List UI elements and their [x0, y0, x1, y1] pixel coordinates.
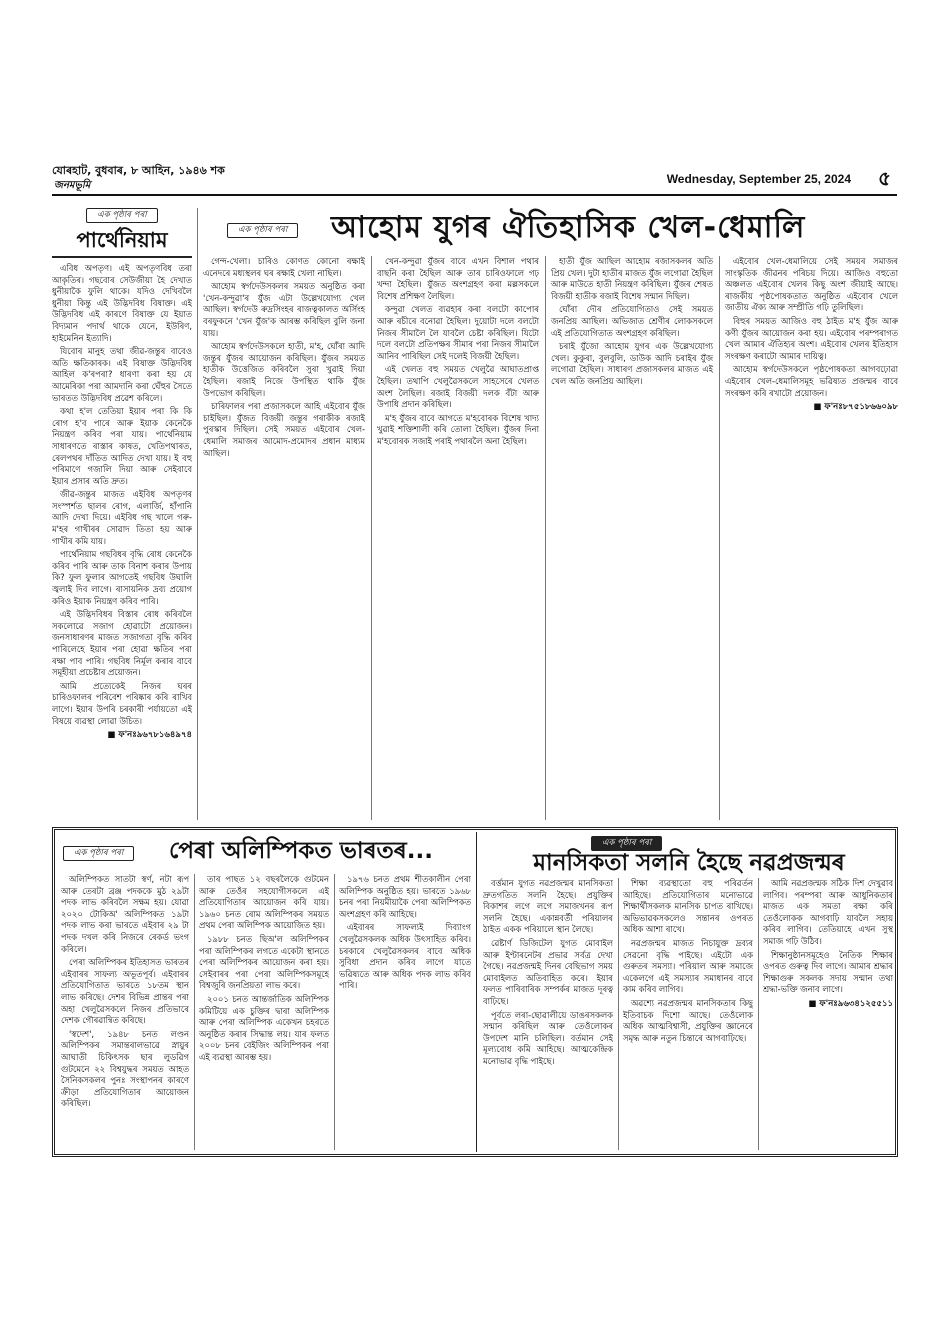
section-divider — [476, 832, 477, 1152]
paragraph: অলিম্পিকত সাতটা স্বৰ্ণ, নটা ৰূপ আৰু তেৰটা ব্ৰঞ্জ পদককে মুঠ ২৯টা পদক লাভ কৰিবলৈ সক্ষম হয়। যোৱা ২০২০ টোকিঅ' অলিম্পিকত ১৯টা পদক লাভ কৰা ভাৰতে এইবাৰ ২৯ টা পদক দখল কৰি নিজৰে ৰেকৰ্ড ভংগ কৰিলে। — [61, 874, 189, 954]
paragraph: শিক্ষানুষ্ঠানসমূহেও নৈতিক শিক্ষাৰ ওপৰত গুৰুত্ব দিব লাগে। আমাৰ শ্ৰদ্ধাৰ শিক্ষাগুৰু সকলক সদায় সন্মান তথা শ্ৰদ্ধা-ভক্তি জনাব লাগে। — [763, 949, 893, 995]
paragraph: আমি নৱপ্ৰজন্মক সঠিক দিশ দেখুৱাব লাগিব। পৰম্পৰা আৰু আধুনিকতাৰ মাজত এক সমতা ৰক্ষা কৰি তেওঁলোকক আগবাঢ়ি যাবলৈ সহায় কৰিব লাগিব। তেতিয়াহে এখন সুস্থ সমাজ গঢ়ি উঠিব। — [763, 878, 893, 946]
column-divider — [618, 878, 619, 1150]
bottom-left-head — [59, 834, 473, 870]
bottom-right-column-3 — [763, 878, 893, 1150]
paragraph: বৰ্ত্তমান যুগত নৱপ্ৰজন্মৰ মানসিকতা দ্ৰুতগতিত সলনি হৈছে। প্ৰযুক্তিৰ বিকাশৰ লগে লগে সমাজখনৰ ৰূপ সলনি হৈছে। একান্নবৰ্তী পৰিয়ালৰ ঠাইত একক পৰিয়ালে স্থান লৈছে। — [483, 878, 613, 935]
left-article-contact: ■ ফ'নঃ৯৬৭৮১৬৪৯৭৪ — [107, 730, 192, 741]
continued-tag: এক পৃষ্ঠাৰ পৰা — [227, 223, 298, 238]
paragraph: ১৯৭৬ চনত প্ৰথম শীতকালীন পেৰা অলিম্পিক অনুষ্ঠিত হয়। ভাৰতে ১৯৬৮ চনৰ পৰা নিয়মীয়াকৈ পেৰা অলিম্পিকত অংশগ্ৰহণ কৰি আহিছে। — [339, 874, 471, 919]
newspaper-logo: জনমভূমি — [54, 180, 91, 191]
paragraph: অৱশ্যে নৱপ্ৰজন্মৰ মানসিকতাৰ কিছু ইতিবাচক দিশো আছে। তেওঁলোক অধিক আত্মবিশ্বাসী, প্ৰযুক্তিৰ জ্ঞানেৰে সমৃদ্ধ আৰু নতুন চিন্তাৰে আগবাঢ়িছে। — [623, 997, 753, 1043]
paragraph: কন্দুৱা খেলত ব্যৱহাৰ কৰা বলটো কাপোৰ আৰু ৰচীৰে বনোৱা হৈছিল। দুয়োটা দলে বলটো নিজৰ সীমালৈ লৈ যাবলৈ চেষ্টা কৰিছিল। যিটো দলে বলটো প্ৰতিপক্ষৰ সীমাৰ পৰা নিজৰ সীমালৈ আনিব পাৰিছিল সেই দলেই বিজয়ী হৈছিল। — [377, 304, 539, 361]
paragraph: পেৰা অলিম্পিকৰ ইতিহাসত ভাৰতৰ এইবাৰৰ সাফল্য অভূতপূৰ্ব। এইবাৰৰ প্ৰতিযোগিতাত ভাৰতে ১৮তম স্থান লাভ কৰিছে। দেশৰ বিভিন্ন প্ৰান্তৰ পৰা অহা খেলুৱৈসকলে নিজৰ প্ৰতিভাৰে দেশক গৌৰৱান্বিত কৰিছে। — [61, 957, 189, 1026]
paragraph: চাৰিফালৰ পৰা প্ৰজাসকলে আহি এইবোৰ যুঁজ চাইছিল। যুঁজত বিজয়ী জন্তুৰ গৰাকীক ৰজাই পুৰস্কাৰ দিছিল। সেই সময়ত এইবোৰ খেল-ধেমালি সমাজৰ আমোদ-প্ৰমোদৰ প্ৰধান মাধ্যম আছিল। — [203, 401, 365, 458]
main-article-contact: ■ ফ'নঃ৮৭৫১৮৬৬০৯৮ — [813, 402, 898, 413]
main-article-column-4 — [725, 256, 898, 820]
column-divider — [545, 256, 546, 820]
paragraph: 'স্বদেশ', ১৯৪৮ চনত লণ্ডন অলিম্পিকৰ সমান্তৰালভাৱে স্নায়ুৰ আঘাতী চিকিৎসক ছাৰ লুডৱিগ গুটমেনে ২২ বিশ্বযুদ্ধৰ সময়ত আহত সৈনিকসকলৰ পুনঃ সংস্থাপনৰ কাৰণে ক্ৰীড়া প্ৰতিযোগিতাৰ আয়োজন কৰিছিল। — [61, 1028, 189, 1109]
paragraph: আহোম স্বৰ্গদেউসকলে পৃষ্ঠপোষকতা আগবঢ়োৱা এইবোৰ খেল-ধেমালিসমূহ ভৱিষ্যত প্ৰজন্মৰ বাবে সংৰক্ষণ কৰি ৰখাটো প্ৰয়োজন। — [725, 364, 898, 398]
paragraph: জীৱ-জন্তুৰ মাজত এইবিধ অপতৃণৰ সংস্পৰ্শত ছালৰ ৰোগ, এলাৰ্জি, হাঁপানি আদি দেখা দিয়ে। এইবিধ গছ খালে গৰু-ম'হৰ গাখীৰৰ সোৱাদ তিতা হয় আৰু গাখীৰ কমি যায়। — [52, 489, 192, 546]
column-divider — [197, 208, 198, 820]
paragraph: বিহুৰ সময়ত আজিও বহু ঠাইত ম'হ যুঁজ আৰু কণী যুঁজৰ আয়োজন কৰা হয়। এইবোৰ পৰম্পৰাগত খেল আমাৰ ঐতিহ্যৰ অংশ। এইবোৰ খেলৰ ইতিহাস সংৰক্ষণ কৰাটো আমাৰ দায়িত্ব। — [725, 315, 898, 361]
header-date-english: Wednesday, September 25, 2024 — [666, 172, 851, 186]
bottom-left-column-2 — [199, 874, 329, 1150]
main-article-column-2 — [377, 256, 539, 820]
paragraph: চৰাই যুঁজো আহোম যুগৰ এক উল্লেখযোগ্য খেল। কুকুৰা, বুলবুলি, ডাউক আদি চৰাইৰ যুঁজ লগোৱা হৈছিল। সাধাৰণ প্ৰজাসকলৰ মাজত এই খেল অতি জনপ্ৰিয় আছিল। — [551, 341, 713, 386]
bottom-right-head — [481, 834, 893, 874]
paragraph: তাৰ পাছত ১২ বছৰলৈকে গুটমেন আৰু তেওঁৰ সহযোগীসকলে এই প্ৰতিযোগিতাৰ আয়োজন কৰি যায়। ১৯৬০ চনত ৰোম অলিম্পিকৰ সময়ত প্ৰথম পেৰা অলিম্পিক আয়োজিত হয়। — [199, 874, 329, 931]
column-divider — [334, 874, 335, 1150]
continued-tag: এক পৃষ্ঠাৰ পৰা — [86, 208, 157, 223]
paragraph: গেন্দ-খেলা। চাৰিও কোণত কোনো ৰক্ষাই এনেদৰে মধ্যস্থলৰ ঘৰ ৰক্ষাই খেলা নাছিল। — [203, 256, 365, 278]
column-divider — [758, 878, 759, 1150]
column-divider — [371, 256, 372, 820]
paragraph: এই খেলত বহু সময়ত খেলুৱৈ আঘাতপ্ৰাপ্ত হৈছিল। তথাপি খেলুৱৈসকলে সাহসেৰে খেলত অংশ লৈছিল। ৰজাই বিজয়ী দলক বঁটা আৰু উপাধি প্ৰদান কৰিছিল। — [377, 364, 539, 410]
bottom-right-contact: ■ ফ'নঃ৯৬৩৪১২৫৫১১ — [808, 998, 893, 1009]
bottom-articles-box — [52, 827, 898, 1157]
left-article-title: পাৰ্থেনিয়াম — [76, 228, 168, 252]
paragraph: এই উদ্ভিদবিধৰ বিস্তাৰ ৰোধ কৰিবলৈ সকলোৱে সজাগ হোৱাটো প্ৰয়োজন। জনসাধাৰণৰ মাজত সজাগতা বৃদ্ধি কৰিব পাৰিলেহে ইয়াৰ পৰা হোৱা ক্ষতিৰ পৰা ৰক্ষা পাব পাৰি। গছবিধ নিৰ্মূল কৰাৰ বাবে সমূহীয়া প্ৰচেষ্টাৰ প্ৰয়োজন। — [52, 609, 192, 678]
page-header — [52, 160, 897, 196]
paragraph: খেন-কন্দুৱা যুঁজৰ বাবে এখন বিশাল পথাৰ বাছনি কৰা হৈছিল আৰু তাৰ চাৰিওফালে গঢ় খন্দা হৈছিল। যুঁজত অংশগ্ৰহণ কৰা মল্লসকলে বিশেষ প্ৰশিক্ষণ লৈছিল। — [377, 256, 539, 301]
paragraph: শিক্ষা ব্যৱস্থাতো বহু পৰিৱৰ্তন আহিছে। প্ৰতিযোগিতাৰ মনোভাৱে শিক্ষাৰ্থীসকলক মানসিক চাপত ৰাখিছে। অভিভাৱকসকলেও সন্তানৰ ওপৰত অধিক আশা ৰাখে। — [623, 878, 753, 935]
page-number: ৫ — [878, 166, 891, 190]
continued-tag: এক পৃষ্ঠাৰ পৰা — [591, 836, 662, 851]
paragraph: আহোম স্বৰ্গদেউসকলৰ সময়ত অনুষ্ঠিত কৰা 'খেন-কন্দুৱা'ৰ যুঁজ এটা উল্লেখযোগ্য খেল আছিল। স্বৰ্গদেউ ৰুদ্ৰসিংহৰ ৰাজত্বকালত অৰ্সিংহ বৰফুকনে 'খেন যুঁজ'ক আৰম্ভ কৰিছিল বুলি জনা যায়। — [203, 281, 365, 338]
bottom-left-column-3 — [339, 874, 471, 1150]
paragraph: কথা হ'ল তেতিয়া ইয়াৰ পৰা কি কি ৰোগ হ'ব পাৰে আৰু ইয়াক কেনেকৈ নিয়ন্ত্ৰণ কৰিব পৰা যায়। পাৰ্থেনিয়াম সাধাৰণতে ৰাস্তাৰ কাষত, খেতিপথাৰত, ৰেলপথৰ দাঁতিত আদিত দেখা যায়। ই বহু পৰিমাণে গজালি দিয়া আৰু সেইবাবে ইয়াৰ প্ৰসাৰ অতি দ্ৰুত। — [52, 406, 192, 486]
main-article-column-3 — [551, 256, 713, 820]
paragraph: ঘোঁৰা দৌৰ প্ৰতিযোগিতাও সেই সময়ত জনপ্ৰিয় আছিল। অভিজাত শ্ৰেণীৰ লোকসকলে এই প্ৰতিযোগিতাত অংশগ্ৰহণ কৰিছিল। — [551, 304, 713, 338]
main-article-title: আহোম যুগৰ ঐতিহাসিক খেল-ধেমালি — [331, 210, 806, 245]
paragraph: নৱপ্ৰজন্মৰ মাজত নিচাযুক্ত দ্ৰব্যৰ সেৱনো বৃদ্ধি পাইছে। এইটো এক গুৰুতৰ সমস্যা। পৰিয়াল আৰু সমাজে একেলগে এই সমস্যাৰ সমাধানৰ বাবে কাম কৰিব লাগিব। — [623, 937, 753, 995]
paragraph: হাতী যুঁজ আছিল আহোম ৰজাসকলৰ অতি প্ৰিয় খেল। দুটা হাতীৰ মাজত যুঁজ লগোৱা হৈছিল আৰু মাউতে হাতী নিয়ন্ত্ৰণ কৰিছিল। যুঁজৰ শেষত বিজয়ী হাতীক ৰজাই বিশেষ সন্মান দিছিল। — [551, 256, 713, 301]
left-article — [52, 208, 192, 820]
paragraph: আমি প্ৰত্যেকেই নিজৰ ঘৰৰ চাৰিওফালৰ পৰিবেশ পৰিষ্কাৰ কৰি ৰাখিব লাগে। ইয়াৰ উপৰি চৰকাৰী পৰ্যায়তো এই বিষয়ে ব্যৱস্থা লোৱা উচিত। — [52, 680, 192, 726]
paragraph: যিবোৰ মানুহ তথা জীৱ-জন্তুৰ বাবেও অতি ক্ষতিকাৰক। এই বিষাক্ত উদ্ভিদবিধ আহিল ক'ৰপৰা? ধাৰণা কৰা হয় যে আমেৰিকা পৰা আমদানি কৰা ঘেঁহুৰ সৈতে ভাৰতত উদ্ভিদবিধ প্ৰৱেশ কৰিলে। — [52, 346, 192, 403]
paragraph: ২০০১ চনত আন্তৰ্জাতিক অলিম্পিক কমিটিয়ে এক চুক্তিৰ দ্বাৰা অলিম্পিক আৰু পেৰা অলিম্পিক একেখন চহৰতে অনুষ্ঠিত কৰাৰ সিদ্ধান্ত লয়। যাৰ ফলত ২০০৮ চনৰ বেইজিং অলিম্পিকৰ পৰা এই ব্যৱস্থা আৰম্ভ হয়। — [199, 993, 329, 1062]
main-article-head — [203, 206, 898, 252]
title-underline — [52, 256, 192, 258]
column-divider — [194, 874, 195, 1150]
paragraph: ৱেষ্টাৰ্ণ ডিজিটেল যুগত মোবাইল আৰু ইণ্টাৰনেটৰ প্ৰভাৱ সৰ্বত্ৰ দেখা গৈছে। নৱপ্ৰজন্মই দিনৰ বেছিভাগ সময় মোবাইলত অতিবাহিত কৰে। ইয়াৰ ফলত পাৰিবাৰিক সম্পৰ্কৰ মাজত দূৰত্ব বাঢ়িছে। — [483, 937, 613, 1006]
bottom-right-column-2 — [623, 878, 753, 1150]
continued-tag: এক পৃষ্ঠাৰ পৰা — [63, 846, 134, 861]
paragraph: পাৰ্থেনিয়াম গছবিধৰ বৃদ্ধি ৰোধ কেনেকৈ কৰিব পাৰি আৰু তাক বিনাশ কৰাৰ উপায় কি? ফুল ফুলাৰ আগতেই গছবিধ উঘালি জ্বলাই দিব লাগে। ৰাসায়নিক দ্ৰব্য প্ৰয়োগ কৰিও ইয়াক নিয়ন্ত্ৰণ কৰিব পাৰি। — [52, 549, 192, 606]
bottom-left-title: পেৰা অলিম্পিকত ভাৰতৰ... — [169, 838, 433, 864]
paragraph: এইবোৰ খেল-ধেমালিয়ে সেই সময়ৰ সমাজৰ সাংস্কৃতিক জীৱনৰ পৰিচয় দিয়ে। আজিও বহুতো অঞ্চলত এইবোৰ খেলৰ কিছু অংশ জীয়াই আছে। ৰাজকীয় পৃষ্ঠপোষকতাত অনুষ্ঠিত এইবোৰ খেলে জাতীয় ঐক্য আৰু সম্প্ৰীতি গঢ়ি তুলিছিল। — [725, 256, 898, 313]
paragraph: ম'হ যুঁজৰ বাবে আগতে ম'হবোৰক বিশেষ খাদ্য খুৱাই শক্তিশালী কৰি তোলা হৈছিল। যুঁজৰ দিনা ম'হবোৰক সজাই পৰাই পথাৰলৈ অনা হৈছিল। — [377, 412, 539, 446]
main-article-column-1 — [203, 256, 365, 820]
header-date-bengali: যোৰহাট, বুধবাৰ, ৮ আহিন, ১৯৪৬ শক — [52, 164, 225, 177]
paragraph: পূৰ্বতে লৰা-ছোৱালীয়ে ডাঙৰসকলক সন্মান কৰিছিল আৰু তেওঁলোকৰ উপদেশ মানি চলিছিল। বৰ্তমান সেই মূল্যবোধ কমি আহিছে। আত্মকেন্দ্ৰিক মনোভাৱ বৃদ্ধি পাইছে। — [483, 1009, 613, 1066]
bottom-right-column-1 — [483, 878, 613, 1150]
bottom-right-title: মানসিকতা সলনি হৈছে নৱপ্ৰজন্মৰ — [533, 850, 845, 876]
paragraph: এবিধ অপতৃণ। এই অপতৃণবিধ তৰা আকৃতিৰ। গছবোৰ সেউজীয়া হৈ দেখাত ধুনীয়াকৈ ফুলি থাকে। যদিও দেখিবলৈ ধুনীয়া কিন্তু এই উদ্ভিদবিধ বিষাক্ত। এই উদ্ভিদবিধ এই কাৰণে বিষাক্ত যে ইয়াত বিদ্যমান পদাৰ্থ থাকে যেনে, ইউৰিণ, হাইমেনিন ইত্যাদি। — [52, 263, 192, 343]
bottom-left-column-1 — [61, 874, 189, 1150]
paragraph: এইবাৰৰ সাফল্যই দিব্যাংগ খেলুৱৈসকলক অধিক উৎসাহিত কৰিব। চৰকাৰে খেলুৱৈসকলৰ বাবে অধিক সুবিধা প্ৰদান কৰিব লাগে যাতে ভৱিষ্যতে আৰু অধিক পদক লাভ কৰিব পাৰি। — [339, 922, 471, 991]
paragraph: ১৯৮৮ চনত ছিঅ'ল অলিম্পিকৰ পৰা অলিম্পিকৰ লগতে একেটা স্থানতে পেৰা অলিম্পিকৰ আয়োজন কৰা হয়। সেইবাৰৰ পৰা পেৰা অলিম্পিকসমূহে বিশ্বজুৰি জনপ্ৰিয়তা লাভ কৰে। — [199, 933, 329, 991]
paragraph: আহোম স্বৰ্গদেউসকলে হাতী, ম'হ, ঘোঁৰা আদি জন্তুৰ যুঁজৰ আয়োজন কৰিছিল। যুঁজৰ সময়ত হাতীক উত্তেজিত কৰিবলৈ সুৰা খুৱাই দিয়া হৈছিল। ৰজাই নিজে উপস্থিত থাকি যুঁজ উপভোগ কৰিছিল। — [203, 341, 365, 398]
column-divider — [719, 256, 720, 820]
